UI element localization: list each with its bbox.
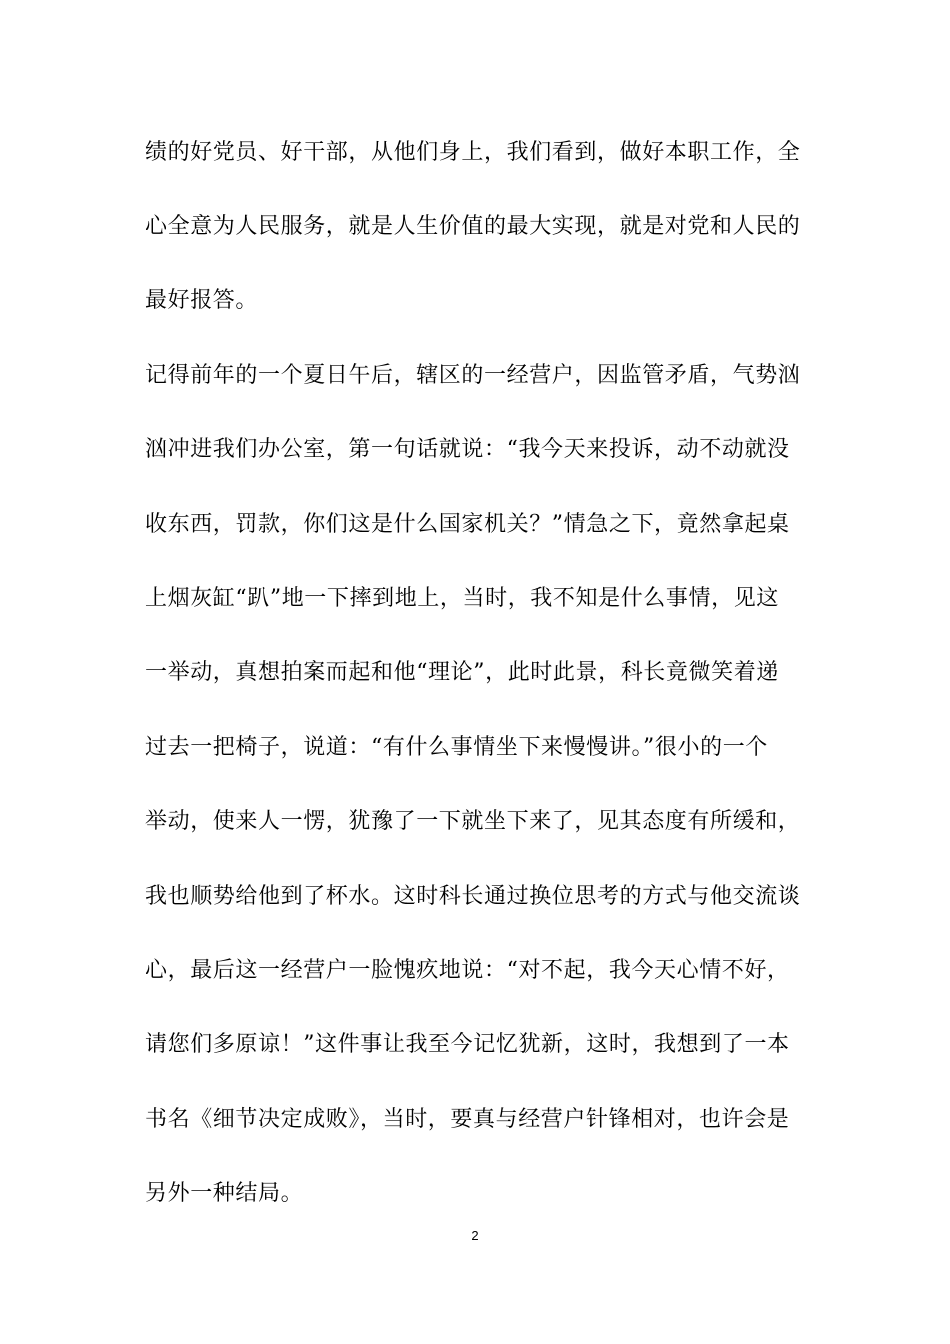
paragraph-2-line-4: 上烟灰缸“趴”地一下摔到地上，当时，我不知是什么事情，见这 — [145, 586, 779, 611]
paragraph-2-line-11: 书名《细节决定成败》，当时，要真与经营户针锋相对，也许会是 — [145, 1107, 790, 1132]
paragraph-2-line-9: 心，最后这一经营户一脸愧疚地说：“对不起，我今天心情不好， — [145, 958, 790, 983]
paragraph-2-line-12: 另外一种结局。 — [145, 1181, 304, 1206]
paragraph-2-line-2: 汹冲进我们办公室，第一句话就说：“我今天来投诉，动不动就没 — [145, 437, 790, 462]
paragraph-2-line-5: 一举动，真想拍案而起和他“理论”，此时此景，科长竟微笑着递 — [145, 660, 779, 685]
paragraph-2-line-8: 我也顺势给他到了杯水。这时科长通过换位思考的方式与他交流谈 — [145, 884, 801, 909]
paragraph-2-line-3: 收东西，罚款，你们这是什么国家机关？”情急之下，竟然拿起桌 — [145, 512, 790, 537]
paragraph-1-line-3: 最好报答。 — [145, 288, 259, 313]
paragraph-2-line-1: 记得前年的一个夏日午后，辖区的一经营户，因监管矛盾，气势汹 — [145, 363, 801, 388]
paragraph-1-line-2: 心全意为人民服务，就是人生价值的最大实现，就是对党和人民的 — [145, 214, 801, 239]
paragraph-2-line-6: 过去一把椅子，说道：“有什么事情坐下来慢慢讲。”很小的一个 — [145, 735, 768, 760]
paragraph-2-line-7: 举动，使来人一愣，犹豫了一下就坐下来了，见其态度有所缓和， — [145, 809, 801, 834]
paragraph-1-line-1: 绩的好党员、好干部，从他们身上，我们看到，做好本职工作，全 — [145, 140, 801, 165]
page-number: 2 — [471, 1228, 479, 1243]
paragraph-2-line-10: 请您们多原谅！”这件事让我至今记忆犹新，这时，我想到了一本 — [145, 1032, 790, 1057]
